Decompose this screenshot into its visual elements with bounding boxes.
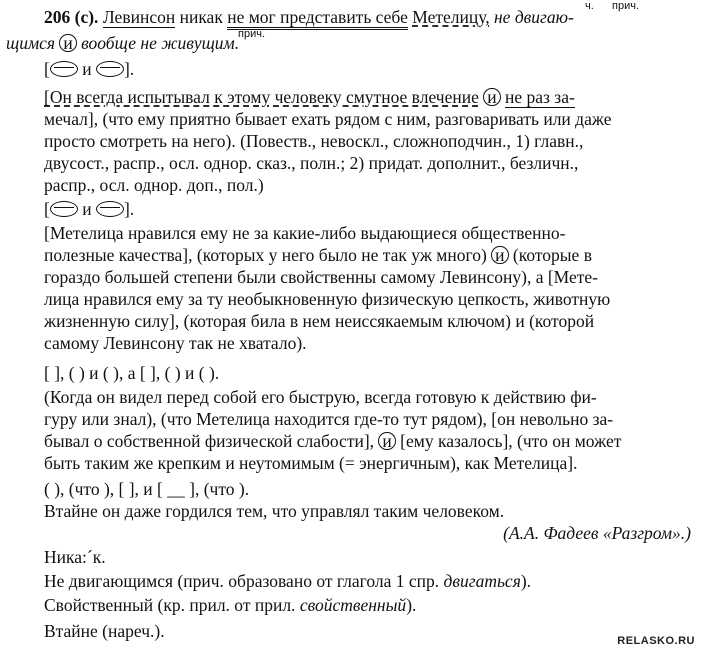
- subject: Левинсон: [102, 7, 176, 27]
- annotation-prich: прич.: [612, 0, 640, 12]
- scheme-oval-icon: [50, 201, 78, 217]
- paragraph-3-line-1: [Метелица нравился ему не за какие-либо выдающиеся общественно-: [44, 223, 566, 243]
- annotation-ch: ч.: [585, 0, 594, 12]
- morph-line-2: Не двигающимся (прич. образовано от глагола 1 спр. двигаться).: [44, 571, 532, 591]
- paragraph-4-line-4: быть таким же крепким и неутомимым (= энергичным), как Метелица].: [44, 453, 578, 473]
- paragraph-4-line-3: бывал о собственной физической слабости], и [ему казалось], (что он может: [44, 431, 622, 451]
- predicate: не мог представить себе: [227, 7, 408, 30]
- conjunction-circle: и: [483, 88, 500, 106]
- exercise-number: 206 (с).: [44, 7, 99, 27]
- paragraph-5: Втайне он даже гордился тем, что управлял таким человеком.: [44, 501, 505, 521]
- paragraph-2-line-2: мечал], (что ему приятно бывает ехать рядом с ним, разговаривать или даже: [44, 109, 612, 129]
- paragraph-4-line-2: гуру или знал), (что Метелица находится где-то тут рядом), [он невольно за-: [44, 409, 614, 429]
- paragraph-2-line-1: [Он всегда испытывал к этому человеку смутное влечение и не раз за-: [44, 87, 575, 107]
- paragraph-4-line-1: (Когда он видел перед собой его быструю, всегда готовую к действию фи-: [44, 387, 597, 407]
- paragraph-3-line-5: жизненную силу], (которая била в нем неиссякаемым ключом) и (которой: [44, 311, 595, 331]
- paragraph-3-line-4: лица нравился ему за ту необыкновенную физическую цепкость, животную: [44, 289, 611, 309]
- morph-line-4: Втайне (нареч.).: [44, 621, 165, 641]
- annotation-prich-2: прич.: [238, 28, 266, 40]
- paragraph-3-line-2: полезные качества], (которых у него было не так уж много) и (которые в: [44, 245, 592, 265]
- conjunction-circle: и: [491, 246, 508, 264]
- watermark: RELASKO.RU: [617, 635, 695, 647]
- scheme-1: [ и ].: [44, 59, 135, 79]
- conjunction-circle: и: [59, 34, 76, 52]
- paragraph-2-line-5: распр., осл. однор. доп., пол.): [44, 175, 264, 195]
- conjunction-circle: и: [378, 432, 395, 450]
- morph-line-3: Свойственный (кр. прил. от прил. свойственный).: [44, 595, 417, 615]
- exercise-line-1: 206 (с). Левинсон никак не мог представить себе Метелицу, не двигаю-: [44, 6, 574, 28]
- citation: (А.А. Фадеев «Разгром».): [503, 523, 691, 543]
- scheme-3: [ ], ( ) и ( ), а [ ], ( ) и ( ).: [44, 363, 220, 383]
- paragraph-2-line-4: двусост., распр., осл. однор. сказ., полн.; 2) придат. дополнит., безличн.,: [44, 153, 579, 173]
- paragraph-3-line-6: самому Левинсону так не хватало).: [44, 333, 307, 353]
- paragraph-3-line-3: гораздо большей степени были свойственны самому Левинсону), а [Мете-: [44, 267, 599, 287]
- scheme-2: [ и ].: [44, 199, 135, 219]
- scheme-oval-icon: [96, 61, 124, 77]
- exercise-line-2: щимся и вообще не живущим.: [6, 33, 240, 53]
- paragraph-2-line-3: просто смотреть на него). (Повеств., невоскл., сложноподчин., 1) главн.,: [44, 131, 584, 151]
- morph-line-1: Ника:´к.: [44, 547, 106, 567]
- scheme-oval-icon: [96, 201, 124, 217]
- scheme-oval-icon: [50, 61, 78, 77]
- scheme-4: ( ), (что ), [ ], и [ __ ], (что ).: [44, 479, 250, 499]
